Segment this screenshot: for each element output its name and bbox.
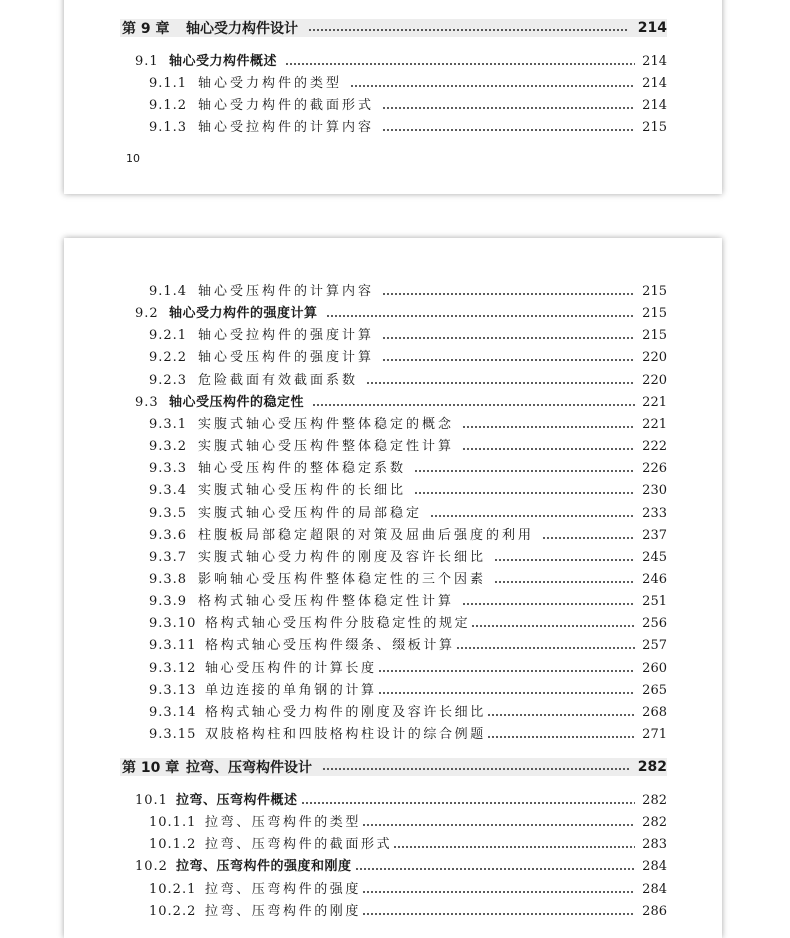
toc-entry[interactable] (64, 881, 722, 899)
entry-page: 282 (642, 793, 667, 808)
entry-title: 实腹式轴心受力构件的刚度及容许长细比 (198, 549, 487, 565)
entry-number: 9.3.4 (149, 483, 188, 499)
leader-dots (326, 315, 635, 317)
toc-entry[interactable] (64, 283, 722, 301)
entry-number: 9.1.2 (149, 98, 188, 113)
entry-page: 284 (642, 859, 667, 875)
entry-title: 轴心受力构件概述 (169, 54, 278, 69)
toc-entry[interactable] (64, 593, 722, 611)
entry-title: 轴心受压构件的强度计算 (198, 350, 375, 366)
toc-entry[interactable] (64, 416, 722, 434)
entry-page: 237 (642, 527, 667, 543)
toc-entry[interactable] (64, 792, 722, 810)
entry-number: 10.2.2 (149, 903, 197, 919)
leader-dots (366, 382, 635, 384)
leader-dots (362, 824, 635, 826)
entry-page: 221 (642, 416, 667, 432)
leader-dots (362, 913, 635, 915)
leader-dots (355, 868, 635, 870)
chapter-heading[interactable] (120, 758, 667, 776)
entry-number: 9.3 (135, 394, 159, 410)
entry-number: 10.1.1 (149, 815, 197, 831)
toc-entry[interactable] (64, 327, 722, 345)
toc-entry[interactable] (64, 682, 722, 700)
entry-number: 9.3.6 (149, 527, 188, 543)
toc-entry[interactable] (64, 836, 722, 854)
leader-dots (301, 802, 635, 804)
leader-dots (462, 426, 635, 428)
entry-page: 222 (642, 439, 667, 455)
entry-number: 9.3.13 (149, 682, 197, 698)
entry-title: 轴心受力构件的强度计算 (169, 306, 318, 322)
entry-title: 轴心受压构件的计算长度 (205, 660, 377, 676)
entry-title: 柱腹板局部稳定超限的对策及屈曲后强度的利用 (198, 527, 535, 543)
toc-entry[interactable] (64, 349, 722, 367)
entry-title: 轴心受压构件的稳定性 (169, 394, 305, 410)
leader-dots (414, 492, 635, 494)
entry-title: 单边连接的单角钢的计算 (205, 682, 377, 698)
toc-entry[interactable] (64, 704, 722, 722)
entry-page: 233 (642, 505, 667, 521)
toc-entry[interactable] (64, 97, 722, 115)
chapter-title: 拉弯、压弯构件设计 (186, 760, 312, 776)
leader-dots (456, 647, 635, 649)
entry-title: 轴心受力构件的类型 (198, 76, 343, 91)
leader-dots (487, 736, 635, 738)
entry-title: 格构式轴心受压构件缀条、缀板计算 (205, 638, 455, 654)
entry-page: 284 (642, 881, 667, 897)
leader-dots (350, 85, 635, 87)
entry-number: 9.3.1 (149, 416, 188, 432)
entry-page: 245 (642, 549, 667, 565)
entry-title: 实腹式轴心受压构件整体稳定的概念 (198, 416, 455, 432)
toc-entry[interactable] (64, 660, 722, 678)
entry-page: 271 (642, 727, 667, 742)
toc-page-bottom (64, 238, 722, 938)
toc-entry[interactable] (64, 305, 722, 323)
leader-dots (382, 337, 635, 339)
entry-number: 9.2 (135, 306, 159, 322)
entry-number: 9.3.2 (149, 439, 188, 455)
leader-dots (308, 29, 629, 31)
entry-title: 轴心受压构件的计算内容 (198, 284, 375, 299)
entry-page: 282 (642, 815, 667, 831)
toc-entry[interactable] (64, 372, 722, 390)
page-folio: 10 (126, 152, 140, 165)
toc-entry[interactable] (64, 814, 722, 832)
entry-page: 221 (642, 394, 667, 410)
toc-entry[interactable] (64, 505, 722, 523)
entry-page: 215 (642, 120, 667, 135)
leader-dots (312, 404, 635, 406)
entry-number: 9.1.3 (149, 120, 188, 135)
toc-entry[interactable] (64, 119, 722, 137)
entry-title: 实腹式轴心受压构件的局部稳定 (198, 505, 423, 521)
entry-title: 实腹式轴心受压构件的长细比 (198, 483, 407, 499)
leader-dots (378, 692, 635, 694)
entry-page: 230 (642, 483, 667, 499)
entry-page: 286 (642, 903, 667, 919)
entry-page: 251 (642, 594, 667, 610)
entry-page: 246 (642, 571, 667, 587)
entry-number: 9.3.5 (149, 505, 188, 521)
entry-title: 拉弯、压弯构件的截面形式 (205, 837, 393, 853)
entry-page: 214 (642, 76, 667, 91)
toc-entry[interactable] (64, 394, 722, 412)
entry-number: 9.3.12 (149, 660, 197, 676)
leader-dots (285, 63, 635, 65)
entry-page: 256 (642, 616, 667, 632)
entry-number: 9.1.4 (149, 284, 188, 299)
entry-number: 9.1 (135, 54, 159, 69)
entry-page: 220 (642, 372, 667, 388)
entry-title: 格构式轴心受压构件分肢稳定性的规定 (205, 616, 471, 632)
chapter-heading[interactable] (120, 19, 667, 37)
entry-page: 215 (642, 284, 667, 299)
entry-title: 影响轴心受压构件整体稳定性的三个因素 (198, 571, 487, 587)
entry-page: 268 (642, 704, 667, 720)
toc-entry[interactable] (64, 903, 722, 921)
leader-dots (430, 515, 635, 517)
entry-title: 轴心受压构件的整体稳定系数 (198, 461, 407, 477)
leader-dots (382, 293, 635, 295)
entry-title: 拉弯、压弯构件的刚度 (205, 903, 362, 919)
leader-dots (487, 714, 635, 716)
entry-title: 实腹式轴心受压构件整体稳定性计算 (198, 439, 455, 455)
chapter-title: 轴心受力构件设计 (186, 21, 298, 37)
leader-dots (393, 846, 635, 848)
entry-number: 9.3.10 (149, 616, 197, 632)
entry-number: 10.1 (135, 793, 168, 808)
entry-title: 轴心受力构件的截面形式 (198, 98, 375, 113)
leader-dots (322, 768, 629, 770)
entry-title: 危险截面有效截面系数 (198, 372, 359, 388)
toc-entry[interactable] (64, 726, 722, 744)
entry-number: 10.2 (135, 859, 168, 875)
entry-title: 格构式轴心受力构件的刚度及容许长细比 (205, 704, 486, 720)
entry-page: 283 (642, 837, 667, 853)
toc-entry[interactable] (64, 527, 722, 545)
leader-dots (362, 891, 635, 893)
toc-entry[interactable] (64, 75, 722, 93)
entry-page: 226 (642, 461, 667, 477)
entry-title: 轴心受拉构件的计算内容 (198, 120, 375, 135)
entry-page: 257 (642, 638, 667, 654)
entry-title: 格构式轴心受压构件整体稳定性计算 (198, 594, 455, 610)
entry-number: 10.2.1 (149, 881, 197, 897)
toc-entry[interactable] (64, 571, 722, 589)
entry-number: 10.1.2 (149, 837, 197, 853)
toc-entry[interactable] (64, 460, 722, 478)
entry-page: 215 (642, 328, 667, 344)
chapter-page: 214 (637, 20, 667, 36)
entry-number: 9.2.3 (149, 372, 188, 388)
toc-entry[interactable] (64, 482, 722, 500)
leader-dots (414, 470, 635, 472)
toc-entry[interactable] (64, 549, 722, 567)
entry-page: 214 (642, 98, 667, 113)
entry-title: 拉弯、压弯构件的强度 (205, 881, 362, 897)
toc-entry[interactable] (64, 53, 722, 71)
toc-page-top (64, 0, 722, 194)
entry-title: 拉弯、压弯构件的强度和刚度 (176, 859, 352, 875)
entry-number: 9.3.7 (149, 549, 188, 565)
entry-title: 轴心受拉构件的强度计算 (198, 328, 375, 344)
entry-page: 260 (642, 660, 667, 676)
entry-page: 265 (642, 682, 667, 698)
toc-entry[interactable] (64, 858, 722, 876)
entry-number: 9.3.8 (149, 571, 188, 587)
entry-title: 拉弯、压弯构件的类型 (205, 815, 362, 831)
leader-dots (471, 625, 635, 627)
entry-page: 214 (642, 54, 667, 69)
entry-number: 9.3.3 (149, 461, 188, 477)
leader-dots (378, 670, 635, 672)
entry-page: 220 (642, 350, 667, 366)
entry-page: 215 (642, 306, 667, 322)
leader-dots (462, 448, 635, 450)
entry-title: 拉弯、压弯构件概述 (176, 793, 298, 808)
leader-dots (382, 107, 635, 109)
leader-dots (462, 603, 635, 605)
chapter-number: 第 9 章 (122, 21, 170, 37)
chapter-number: 第 10 章 (122, 760, 180, 776)
toc-entry[interactable] (64, 615, 722, 633)
leader-dots (382, 129, 635, 131)
entry-number: 9.2.2 (149, 350, 188, 366)
leader-dots (494, 581, 635, 583)
leader-dots (542, 537, 635, 539)
toc-entry[interactable] (64, 637, 722, 655)
entry-number: 9.3.11 (149, 638, 197, 654)
leader-dots (494, 559, 635, 561)
toc-entry[interactable] (64, 438, 722, 456)
entry-number: 9.3.15 (149, 727, 197, 742)
entry-number: 9.3.14 (149, 704, 197, 720)
entry-number: 9.3.9 (149, 594, 188, 610)
leader-dots (382, 359, 635, 361)
entry-title: 双肢格构柱和四肢格构柱设计的综合例题 (205, 727, 486, 742)
chapter-page: 282 (637, 759, 667, 775)
entry-number: 9.1.1 (149, 76, 188, 91)
entry-number: 9.2.1 (149, 328, 188, 344)
